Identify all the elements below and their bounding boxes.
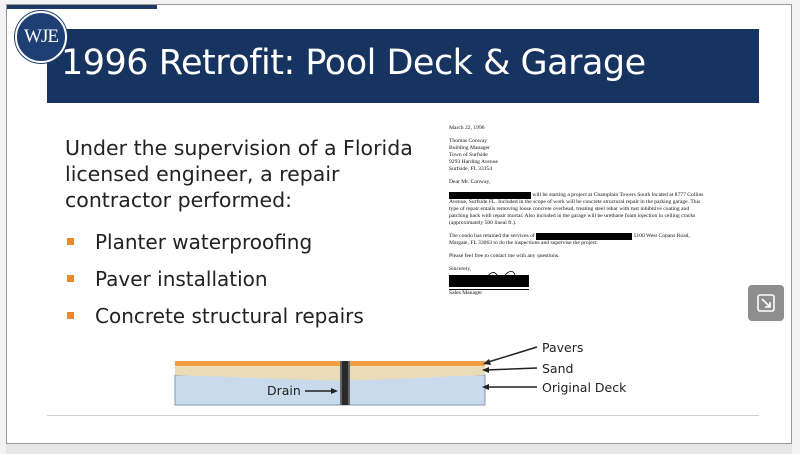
pavers-arrow [485,347,537,363]
original-deck-label: Original Deck [542,380,627,395]
bullet-item: Concrete structural repairs [65,301,364,338]
letter-address-line: Thomas Conway [449,138,488,144]
pavers-label: Pavers [542,340,584,355]
expand-icon [756,293,776,313]
letter-image [449,125,709,335]
wje-logo: WJE [15,11,67,63]
redaction-bar [449,192,531,199]
deck-section-diagram [167,340,627,413]
bullet-item: Paver installation [65,264,364,301]
sand-label: Sand [542,361,574,376]
letter-address-line: Building Manager [449,145,490,151]
bullet-item: Planter waterproofing [65,227,364,264]
slide-viewer [6,4,792,444]
letter-signer-title: Sales Manager [449,290,483,296]
letter-date: March 22, 1996 [449,125,485,131]
bullet-list [65,227,364,338]
drain-label: Drain [267,383,301,398]
slide [7,5,793,445]
slide-divider [47,415,759,416]
intro-text: Under the supervision of a Florida licensed engineer, a repair contractor performed: [65,136,413,212]
slide-title: 1996 Retrofit: Pool Deck & Garage [61,43,646,83]
letter-address-line: 9293 Harding Avenue [449,159,498,165]
letter-address-line: Surfside, FL 33154 [449,166,493,172]
redaction-bar [536,233,632,240]
letter-paragraph: will be starting a project at Champlain Towers South located at 8777 Collins Avenue, Surfside FL. Included in the scope of work will be concrete structural repair in the parking garage. This type of repair entails removing loose concrete overhead, treating steel rebar with rust inhibitive coating and patching back with repair mortar. Also included in the garage will be urethane foam injection in ceiling cracks (approximately 500 lineal ft.). [449,192,704,226]
letter-address-line: Town of Surfside [449,152,488,158]
letter-salutation: Dear Mr. Conway, [449,179,491,185]
bullet-square-icon [67,312,74,319]
signature-scribble-icon [485,267,525,281]
expand-button[interactable] [748,285,784,321]
bullet-square-icon [67,275,74,282]
letter-closing: Sincerely, [449,266,472,272]
sand-arrow [485,368,537,370]
drain-core [342,361,348,405]
letter-paragraph: Please feel free to contact me with any questions. [449,253,560,259]
viewer-bottom-bar [6,444,792,454]
signature-redaction [449,273,709,287]
pavers-layer [175,361,485,366]
bullet-square-icon [67,238,74,245]
letter-paragraph: The condo has retained the services of 5100 West Copans Road, Margate, FL 33063 to do the inspections and supervise the project. [449,233,690,246]
